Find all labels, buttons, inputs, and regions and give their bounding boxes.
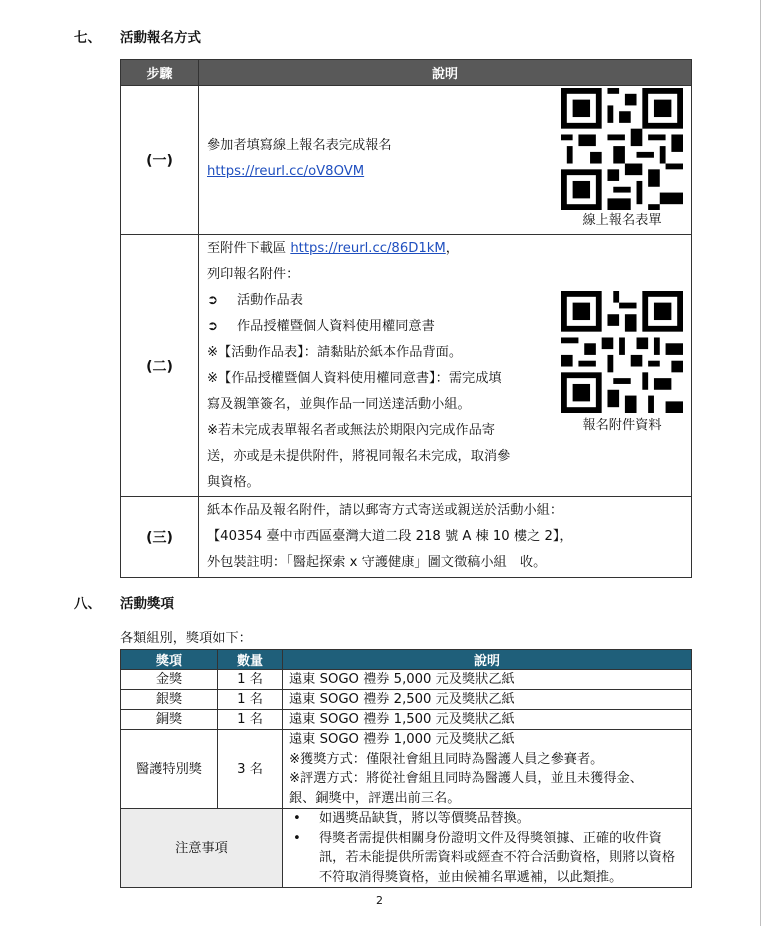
award-desc: 遠東 SOGO 禮券 5,000 元及獎狀乙紙 [283,670,692,690]
awards-intro: 各類組別，獎項如下： [120,631,252,646]
step-label: (三) [121,497,199,578]
registration-link[interactable]: https://reurl.cc/oV8OVM [207,164,365,179]
qr-code-icon [561,88,683,210]
qr-caption: 線上報名表單 [582,213,662,228]
notes-content [283,809,692,888]
header-award: 獎項 [121,650,218,670]
table-row [121,730,692,809]
desc-text: ， [445,241,459,256]
award-desc [283,730,692,809]
desc-line: ※獲獎方式：僅限社會組且同時為醫護人員之參賽者。 [289,751,604,767]
step-label: (一) [121,86,199,235]
list-item: • 如遇獎品缺貨，將以等價獎品替換。 [283,809,685,829]
note-text: ※【作品授權暨個人資料使用權同意書】：需完成填 [207,371,502,386]
page-number: 2 [376,894,383,907]
table-row [121,235,692,497]
section-number: 八、 [74,596,101,612]
award-name: 醫護特別獎 [121,730,218,809]
awards-table [120,649,692,888]
desc-text: 參加者填寫線上報名表完成報名 [207,138,392,153]
header-count: 數量 [218,650,283,670]
notes-list [283,809,691,887]
desc-text: 紙本作品及報名附件，請以郵寄方式寄送或親送於活動小組： [207,503,564,518]
award-count: 1 名 [218,710,283,730]
section-7-heading [74,26,201,46]
attachment-item: 作品授權暨個人資料使用權同意書 [237,319,435,334]
desc-text: 至附件下載區 [207,241,291,256]
table-row [121,809,692,888]
table-row [121,497,692,578]
address-text: 【40354 臺中市西區臺灣大道二段 218 號 A 棟 10 樓之 2】， [207,529,573,544]
qr-code-icon [561,291,683,413]
step-desc [199,86,692,235]
award-name: 銅獎 [121,710,218,730]
arrow-bullet-icon: ➲ [207,293,219,308]
list-item: • 得獎者需提供相關身份證明文件及得獎領據、正確的收件資訊，若未能提供所需資料或經查不符合活動資格，則將以資格不符取消得獎資格，並由候補名單遞補，以此類推。 [283,829,685,888]
step-label: (二) [121,235,199,497]
note-text: ※【活動作品表】：請黏貼於紙本作品背面。 [207,345,463,360]
desc-text: 外包裝註明：「醫起探索 x 守護健康」圖文徵稿小組 收。 [207,555,547,570]
note-text: 送，亦或是未提供附件，將視同報名未完成，取消參 [207,449,511,464]
table-row [121,670,692,690]
header-desc: 說明 [199,60,692,86]
arrow-bullet-icon: ➲ [207,319,219,334]
award-count: 1 名 [218,670,283,690]
step-desc [199,497,692,578]
notes-label: 注意事項 [121,809,283,888]
desc-line: 遠東 SOGO 禮券 1,000 元及獎狀乙紙 [289,732,515,747]
section-8-heading [74,592,174,612]
section-title: 活動獎項 [120,596,174,612]
desc-text: 列印報名附件： [207,267,300,282]
note-text: 與資格。 [207,475,260,490]
table-row [121,710,692,730]
desc-line: ※評選方式：將從社會組且同時為醫護人員，並且未獲得金、 [289,771,643,786]
header-desc: 說明 [283,650,692,670]
award-name: 金獎 [121,670,218,690]
section-number: 七、 [74,30,101,46]
award-count: 3 名 [218,730,283,809]
step-desc [199,235,692,497]
note-text: ※若未完成表單報名者或無法於期限內完成作品寄 [207,423,495,438]
award-name: 銀獎 [121,690,218,710]
attachment-item: 活動作品表 [237,293,303,308]
section-title: 活動報名方式 [120,30,201,46]
table-row [121,690,692,710]
note-text: 寫及親筆簽名，並與作品一同送達活動小組。 [207,397,471,412]
registration-table [120,59,692,578]
award-desc: 遠東 SOGO 禮券 1,500 元及獎狀乙紙 [283,710,692,730]
qr-caption: 報名附件資料 [582,418,662,433]
table-row [121,86,692,235]
award-desc: 遠東 SOGO 禮券 2,500 元及獎狀乙紙 [283,690,692,710]
attachment-link[interactable]: https://reurl.cc/86D1kM [290,241,446,256]
desc-line: 銀、銅獎中，評選出前三名。 [289,790,461,806]
header-step: 步驟 [121,60,199,86]
award-count: 1 名 [218,690,283,710]
